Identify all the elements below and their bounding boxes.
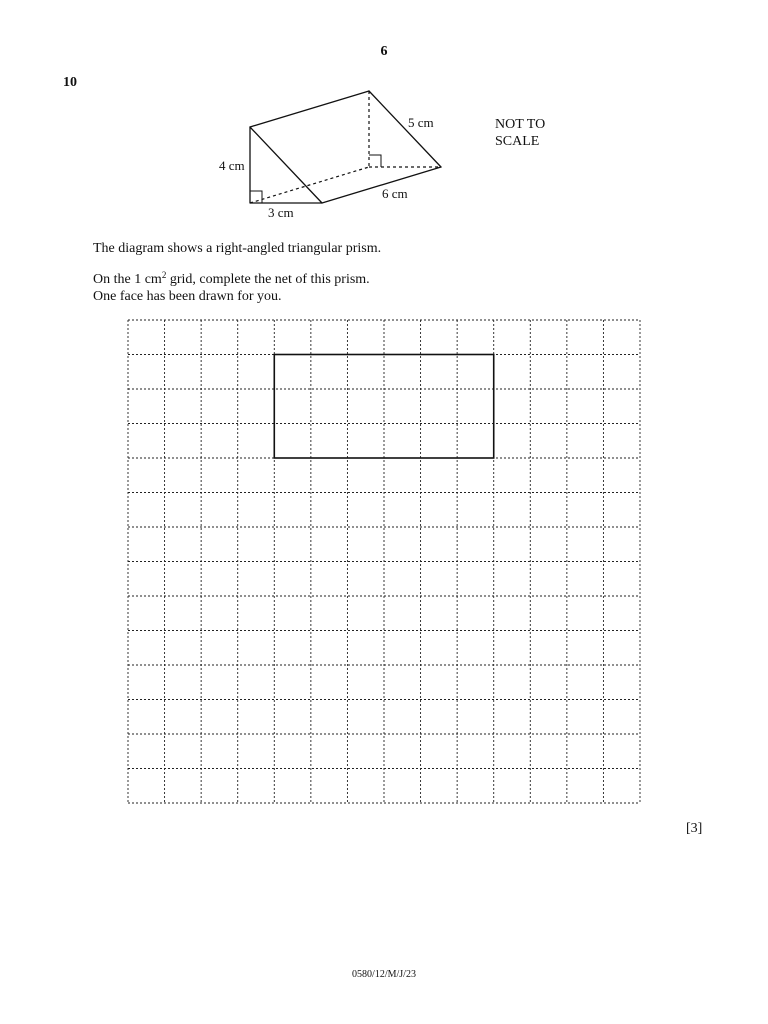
squared-superscript: 2 [161, 270, 167, 280]
not-to-scale-line-2: SCALE [495, 134, 540, 149]
drawn-rectangular-face [274, 355, 493, 459]
question-number: 10 [63, 75, 77, 90]
question-text-line-2-start: On the 1 cm [93, 272, 162, 287]
label-length: 6 cm [382, 186, 408, 201]
label-height: 4 cm [219, 158, 245, 173]
label-hypotenuse: 5 cm [408, 115, 434, 130]
question-text-line-3: One face has been drawn for you. [93, 289, 282, 304]
page-number: 6 [380, 44, 388, 59]
footer-code: 0580/12/M/J/23 [352, 969, 416, 980]
question-text-line-1: The diagram shows a right-angled triangular prism. [93, 241, 382, 256]
not-to-scale-line-1: NOT TO [495, 117, 546, 132]
question-text-line-2-end: grid, complete the net of this prism. [166, 272, 370, 287]
marks-allocation: [3] [686, 821, 703, 836]
label-base: 3 cm [268, 205, 294, 220]
